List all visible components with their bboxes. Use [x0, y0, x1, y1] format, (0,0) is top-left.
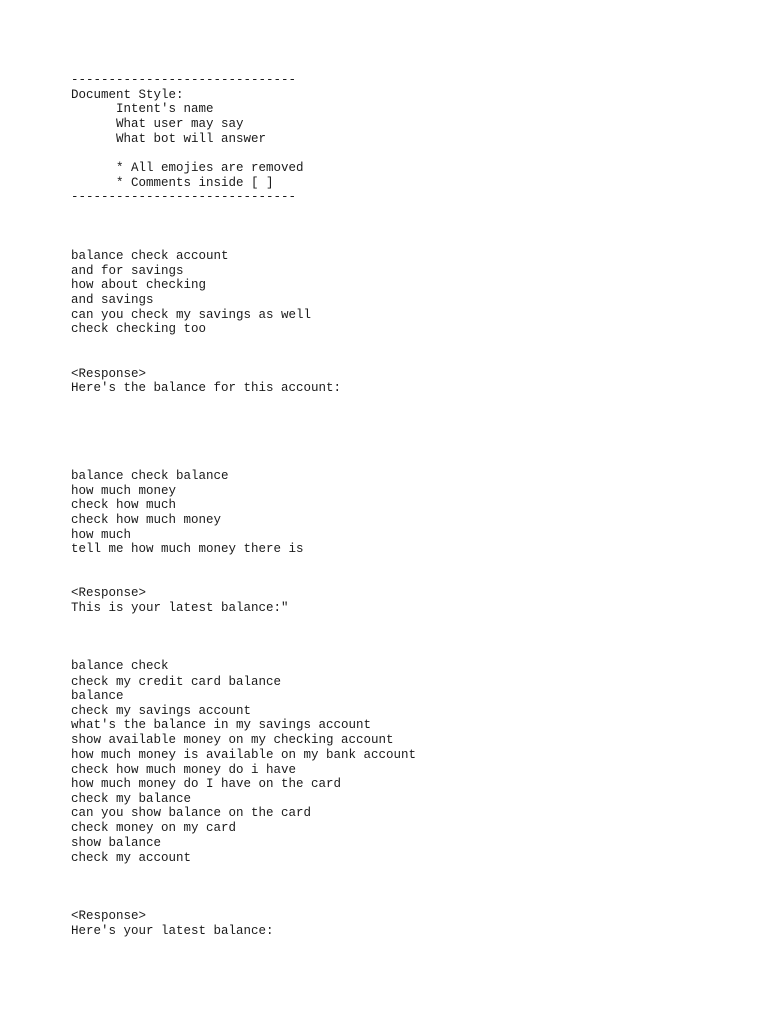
- bot-response: Here's the balance for this account:: [71, 381, 342, 395]
- user-phrase: balance check balance: [71, 469, 229, 483]
- user-phrase: check my account: [71, 851, 192, 865]
- user-phrase: and savings: [71, 293, 154, 307]
- user-phrase: check how much money: [71, 513, 222, 527]
- user-phrase: balance check: [71, 659, 169, 673]
- user-phrase: check money on my card: [71, 821, 237, 835]
- divider-bottom: ------------------------------: [71, 190, 297, 204]
- divider-top: ------------------------------: [71, 73, 297, 87]
- user-phrase: balance check account: [71, 249, 229, 263]
- user-phrase: how much money is available on my bank account: [71, 748, 417, 762]
- user-phrase: check checking too: [71, 322, 207, 336]
- user-phrase: can you check my savings as well: [71, 308, 312, 322]
- user-phrase: check how much money do i have: [71, 763, 297, 777]
- user-phrase: check how much: [71, 498, 177, 512]
- user-phrase: what's the balance in my savings account: [71, 718, 372, 732]
- style-item-bot-answer: What bot will answer: [116, 132, 267, 146]
- note-emojis-removed: * All emojies are removed: [116, 161, 304, 175]
- user-phrase: check my credit card balance: [71, 675, 282, 689]
- user-phrase: check my balance: [71, 792, 192, 806]
- user-phrase: how much money do I have on the card: [71, 777, 342, 791]
- bot-response: Here's your latest balance:: [71, 924, 274, 938]
- style-item-intent-name: Intent's name: [116, 102, 214, 116]
- user-phrase: how about checking: [71, 278, 207, 292]
- user-phrase: tell me how much money there is: [71, 542, 304, 556]
- document-style-title: Document Style:: [71, 88, 184, 102]
- style-item-user-say: What user may say: [116, 117, 244, 131]
- response-tag: <Response>: [71, 909, 147, 923]
- user-phrase: how much money: [71, 484, 177, 498]
- response-tag: <Response>: [71, 367, 147, 381]
- user-phrase: can you show balance on the card: [71, 806, 312, 820]
- user-phrase: show available money on my checking account: [71, 733, 394, 747]
- response-tag: <Response>: [71, 586, 147, 600]
- note-comments: * Comments inside [ ]: [116, 176, 274, 190]
- user-phrase: how much: [71, 528, 132, 542]
- user-phrase: show balance: [71, 836, 162, 850]
- user-phrase: balance: [71, 689, 124, 703]
- bot-response: This is your latest balance:": [71, 601, 289, 615]
- user-phrase: check my savings account: [71, 704, 252, 718]
- user-phrase: and for savings: [71, 264, 184, 278]
